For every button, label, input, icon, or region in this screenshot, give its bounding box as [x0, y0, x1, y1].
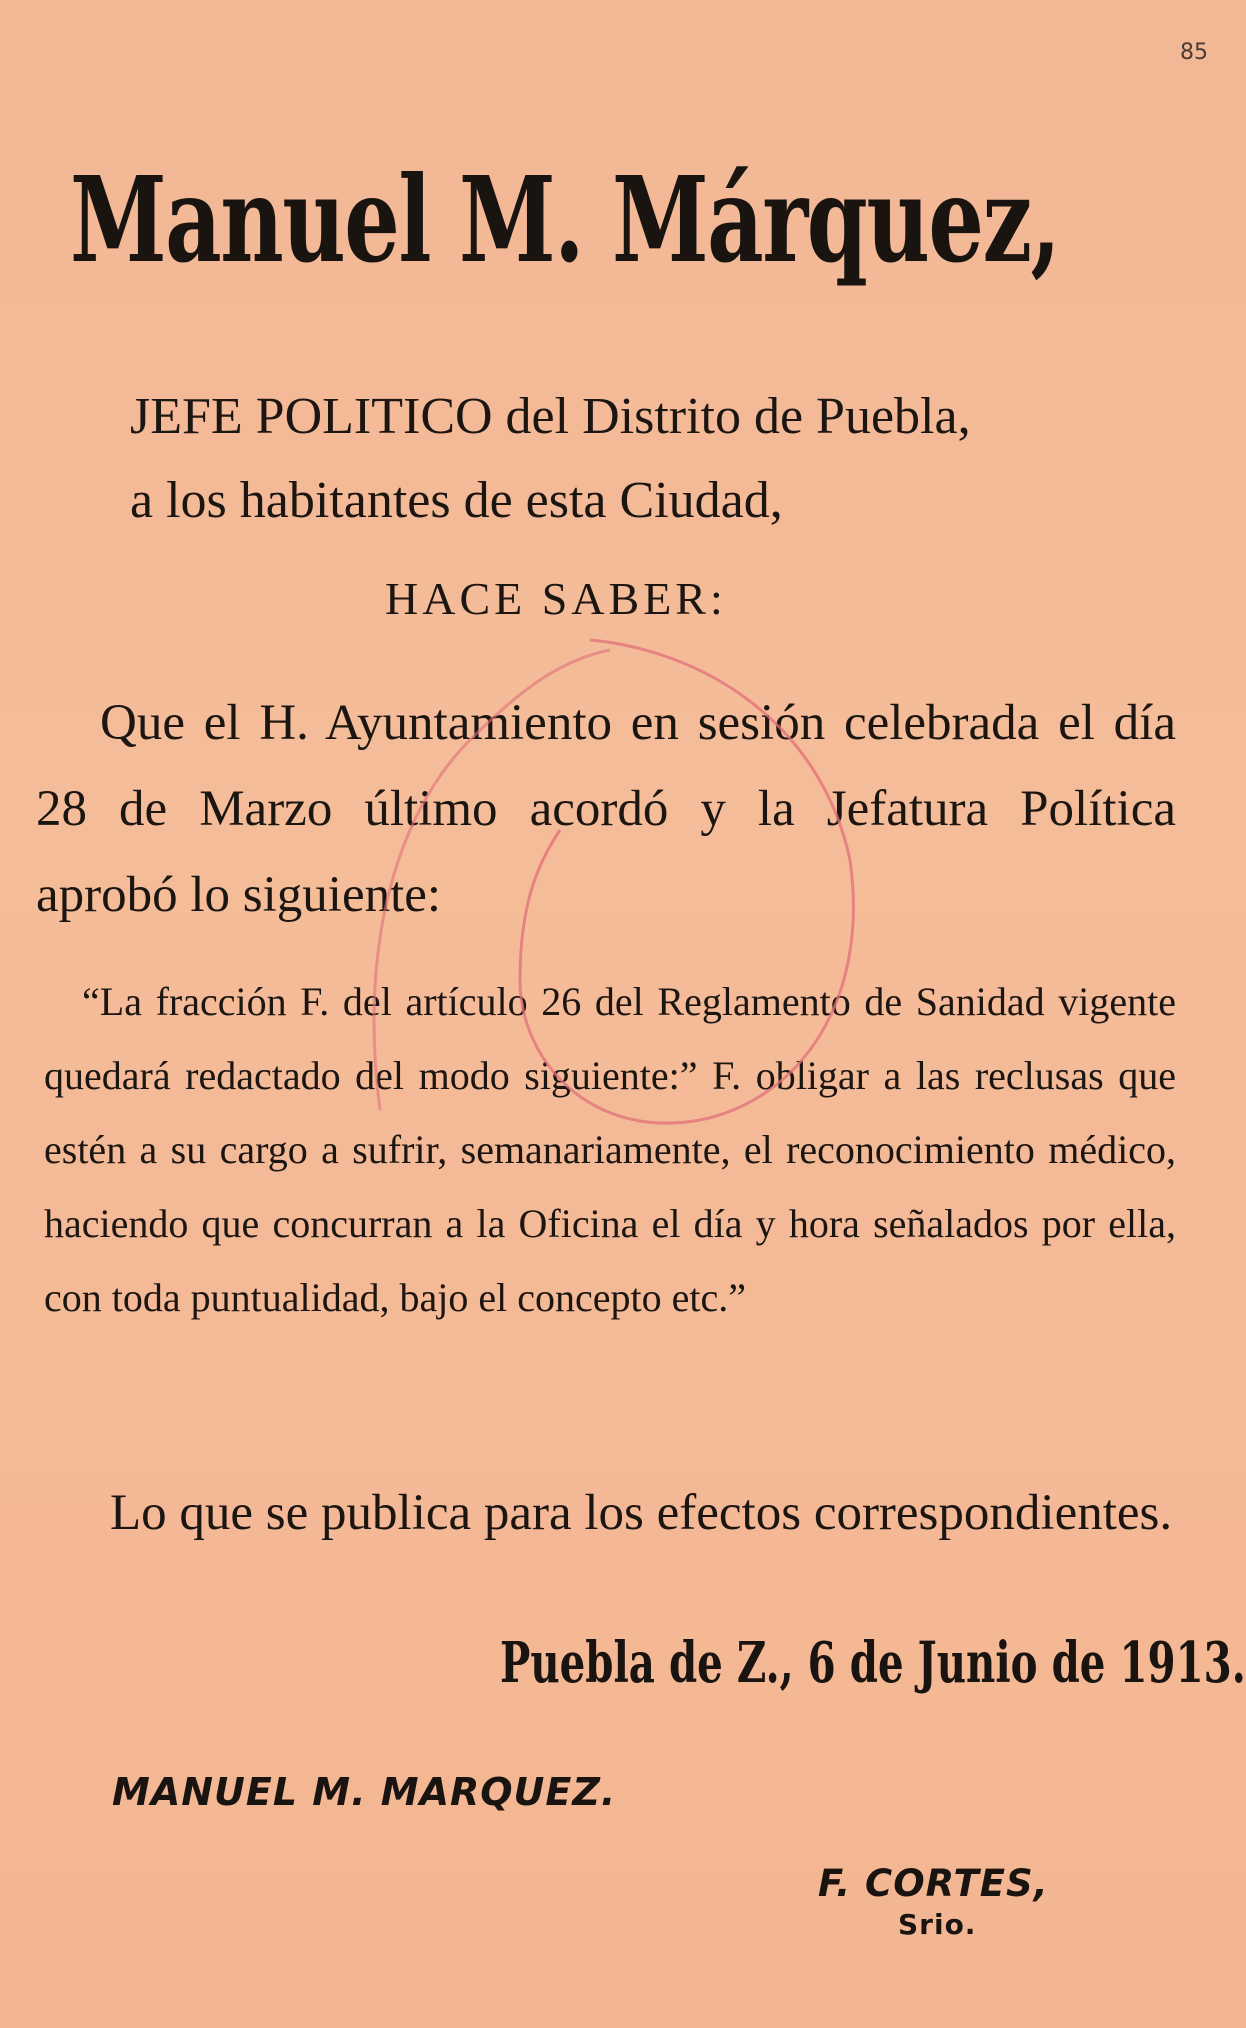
secretary-role: Srio.: [898, 1908, 977, 1941]
signatory-name: MANUEL M. MARQUEZ.: [112, 1770, 617, 1814]
place-date: Puebla de Z., 6 de Junio de 1913.: [500, 1630, 1246, 1696]
intro-line-office: JEFE POLITICO del Distrito de Puebla,: [130, 388, 971, 445]
intro-block: [130, 375, 1190, 543]
announcement-heading: HACE SABER:: [385, 573, 727, 624]
document-title: Manuel M. Márquez,: [70, 150, 1060, 289]
intro-line-addressee: a los habitantes de esta Ciudad,: [130, 472, 783, 529]
paragraph-resolution: Que el H. Ayuntamiento en sesión celebrada el día 28 de Marzo último acordó y la Jefatura Política aprobó lo siguiente:: [36, 695, 1176, 923]
paragraph-publication: Lo que se publica para los efectos correspondientes.: [110, 1485, 1173, 1541]
quoted-regulation: “La fracción F. del artículo 26 del Reglamento de Sanidad vigente quedará redactado del modo siguiente:” F. obligar a las reclusas que estén a su cargo a sufrir, semanariamente, el reconocimiento médico, haciendo que concurran a la Oficina el día y hora señalados por ella, con toda puntualidad, bajo el concepto etc.”: [44, 979, 1176, 1320]
corner-note: 85: [1180, 40, 1208, 65]
secretary-name: F. CORTES,: [818, 1862, 1049, 1905]
